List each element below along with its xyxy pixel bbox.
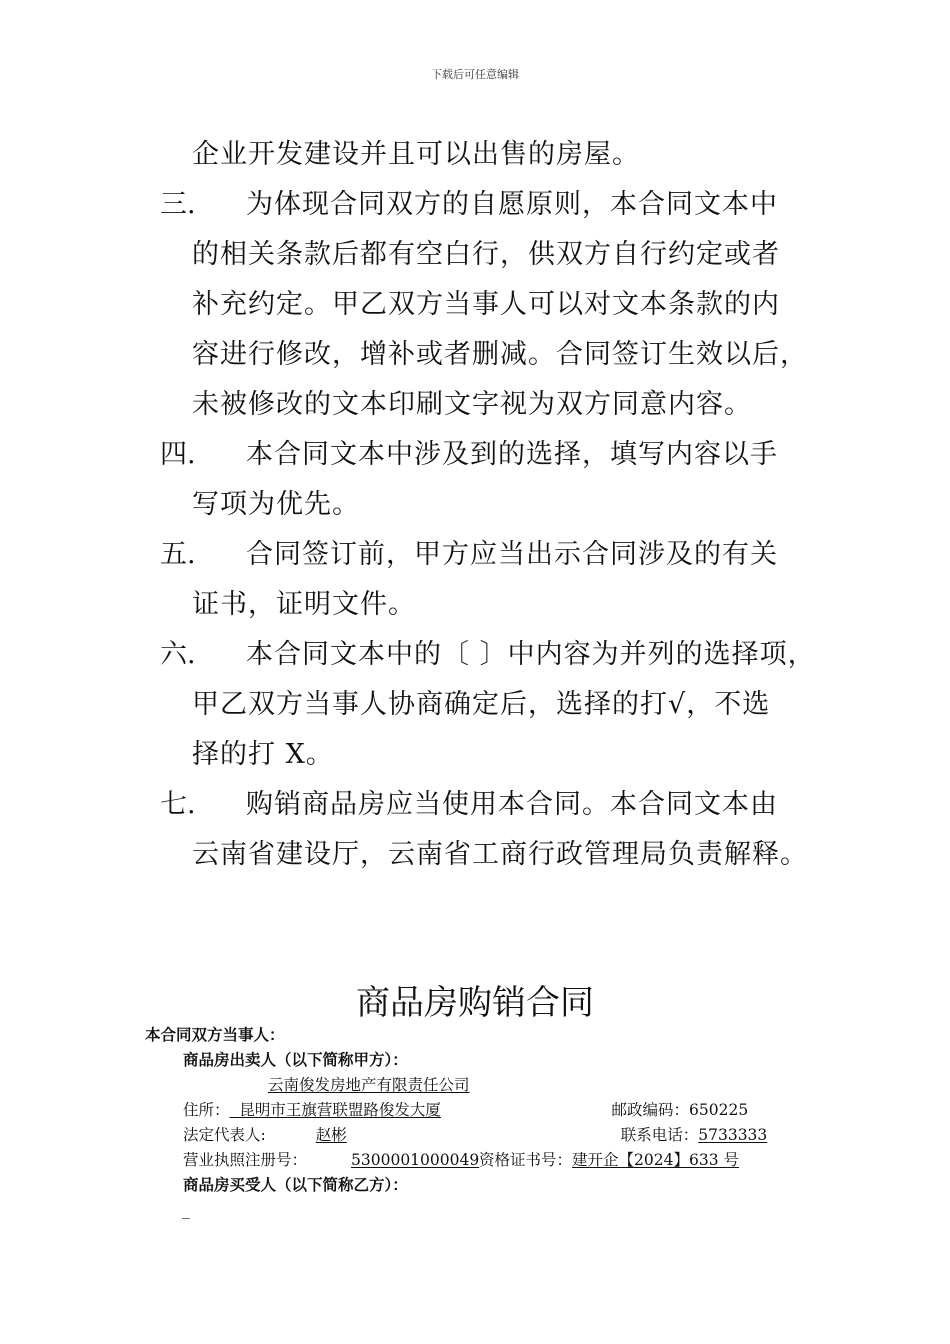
note-line: 写项为优先。 [192, 489, 360, 520]
note-line: 为体现合同双方的自愿原则，本合同文本中 [246, 189, 778, 220]
license-row [183, 1148, 739, 1170]
buyer-blank: _ [182, 1201, 190, 1219]
postcode-value: 650225 [689, 1101, 749, 1119]
legal-rep-label: 法定代表人: [183, 1126, 266, 1144]
address-field [230, 1098, 612, 1120]
note-number: 七. [160, 789, 196, 820]
note-line: 证书，证明文件。 [192, 589, 416, 620]
note-line: 企业开发建设并且可以出售的房屋。 [192, 139, 640, 170]
address-label: 住所： [183, 1101, 230, 1119]
note-number: 四. [160, 439, 196, 470]
header-note: 下载后可任意编辑 [431, 68, 519, 81]
note-line: 容进行修改，增补或者删减。合同签订生效以后， [192, 339, 808, 370]
note-line: 择的打 X。 [192, 739, 334, 770]
buyer-label: 商品房买受人（以下简称乙方）： [183, 1176, 408, 1194]
license-value: 5300001000049 [351, 1151, 480, 1169]
phone-label: 联系电话： [620, 1126, 699, 1144]
contract-title: 商品房购销合同 [356, 983, 594, 1023]
note-number: 五. [160, 539, 196, 570]
postcode-label: 邮政编码： [611, 1101, 690, 1119]
note-line: 购销商品房应当使用本合同。本合同文本由 [246, 789, 778, 820]
note-line: 的相关条款后都有空白行，供双方自行约定或者 [192, 239, 780, 270]
legal-rep-field [266, 1123, 621, 1145]
cert-value: 建开企【2024】633 号 [572, 1151, 739, 1169]
license-label: 营业执照注册号： [183, 1151, 308, 1169]
phone-value: 5733333 [698, 1126, 768, 1144]
seller-name-field [192, 1073, 518, 1095]
note-line: 补充约定。甲乙双方当事人可以对文本条款的内 [192, 289, 780, 320]
legal-rep-row [183, 1123, 767, 1145]
seller-label: 商品房出卖人（以下简称甲方）： [183, 1051, 408, 1069]
note-line: 未被修改的文本印刷文字视为双方同意内容。 [192, 389, 752, 420]
address-value: 昆明市王旗营联盟路俊发大厦 [239, 1101, 441, 1119]
note-number: 三. [160, 189, 196, 220]
note-line: 合同签订前，甲方应当出示合同涉及的有关 [246, 539, 778, 570]
note-line: 甲乙双方当事人协商确定后，选择的打√，不选 [192, 689, 771, 720]
parties-label: 本合同双方当事人： [145, 1026, 285, 1044]
license-field [307, 1151, 479, 1169]
note-line: 本合同文本中的〔 〕中内容为并列的选择项， [246, 639, 816, 670]
legal-rep-value: 赵彬 [315, 1126, 347, 1144]
note-line: 云南省建设厅，云南省工商行政管理局负责解释。 [192, 839, 808, 870]
note-line: 本合同文本中涉及到的选择，填写内容以手 [246, 439, 778, 470]
cert-label: 资格证书号： [479, 1151, 573, 1169]
note-number: 六. [160, 639, 196, 670]
seller-name: 云南俊发房地产有限责任公司 [268, 1076, 470, 1094]
address-row [183, 1098, 748, 1120]
